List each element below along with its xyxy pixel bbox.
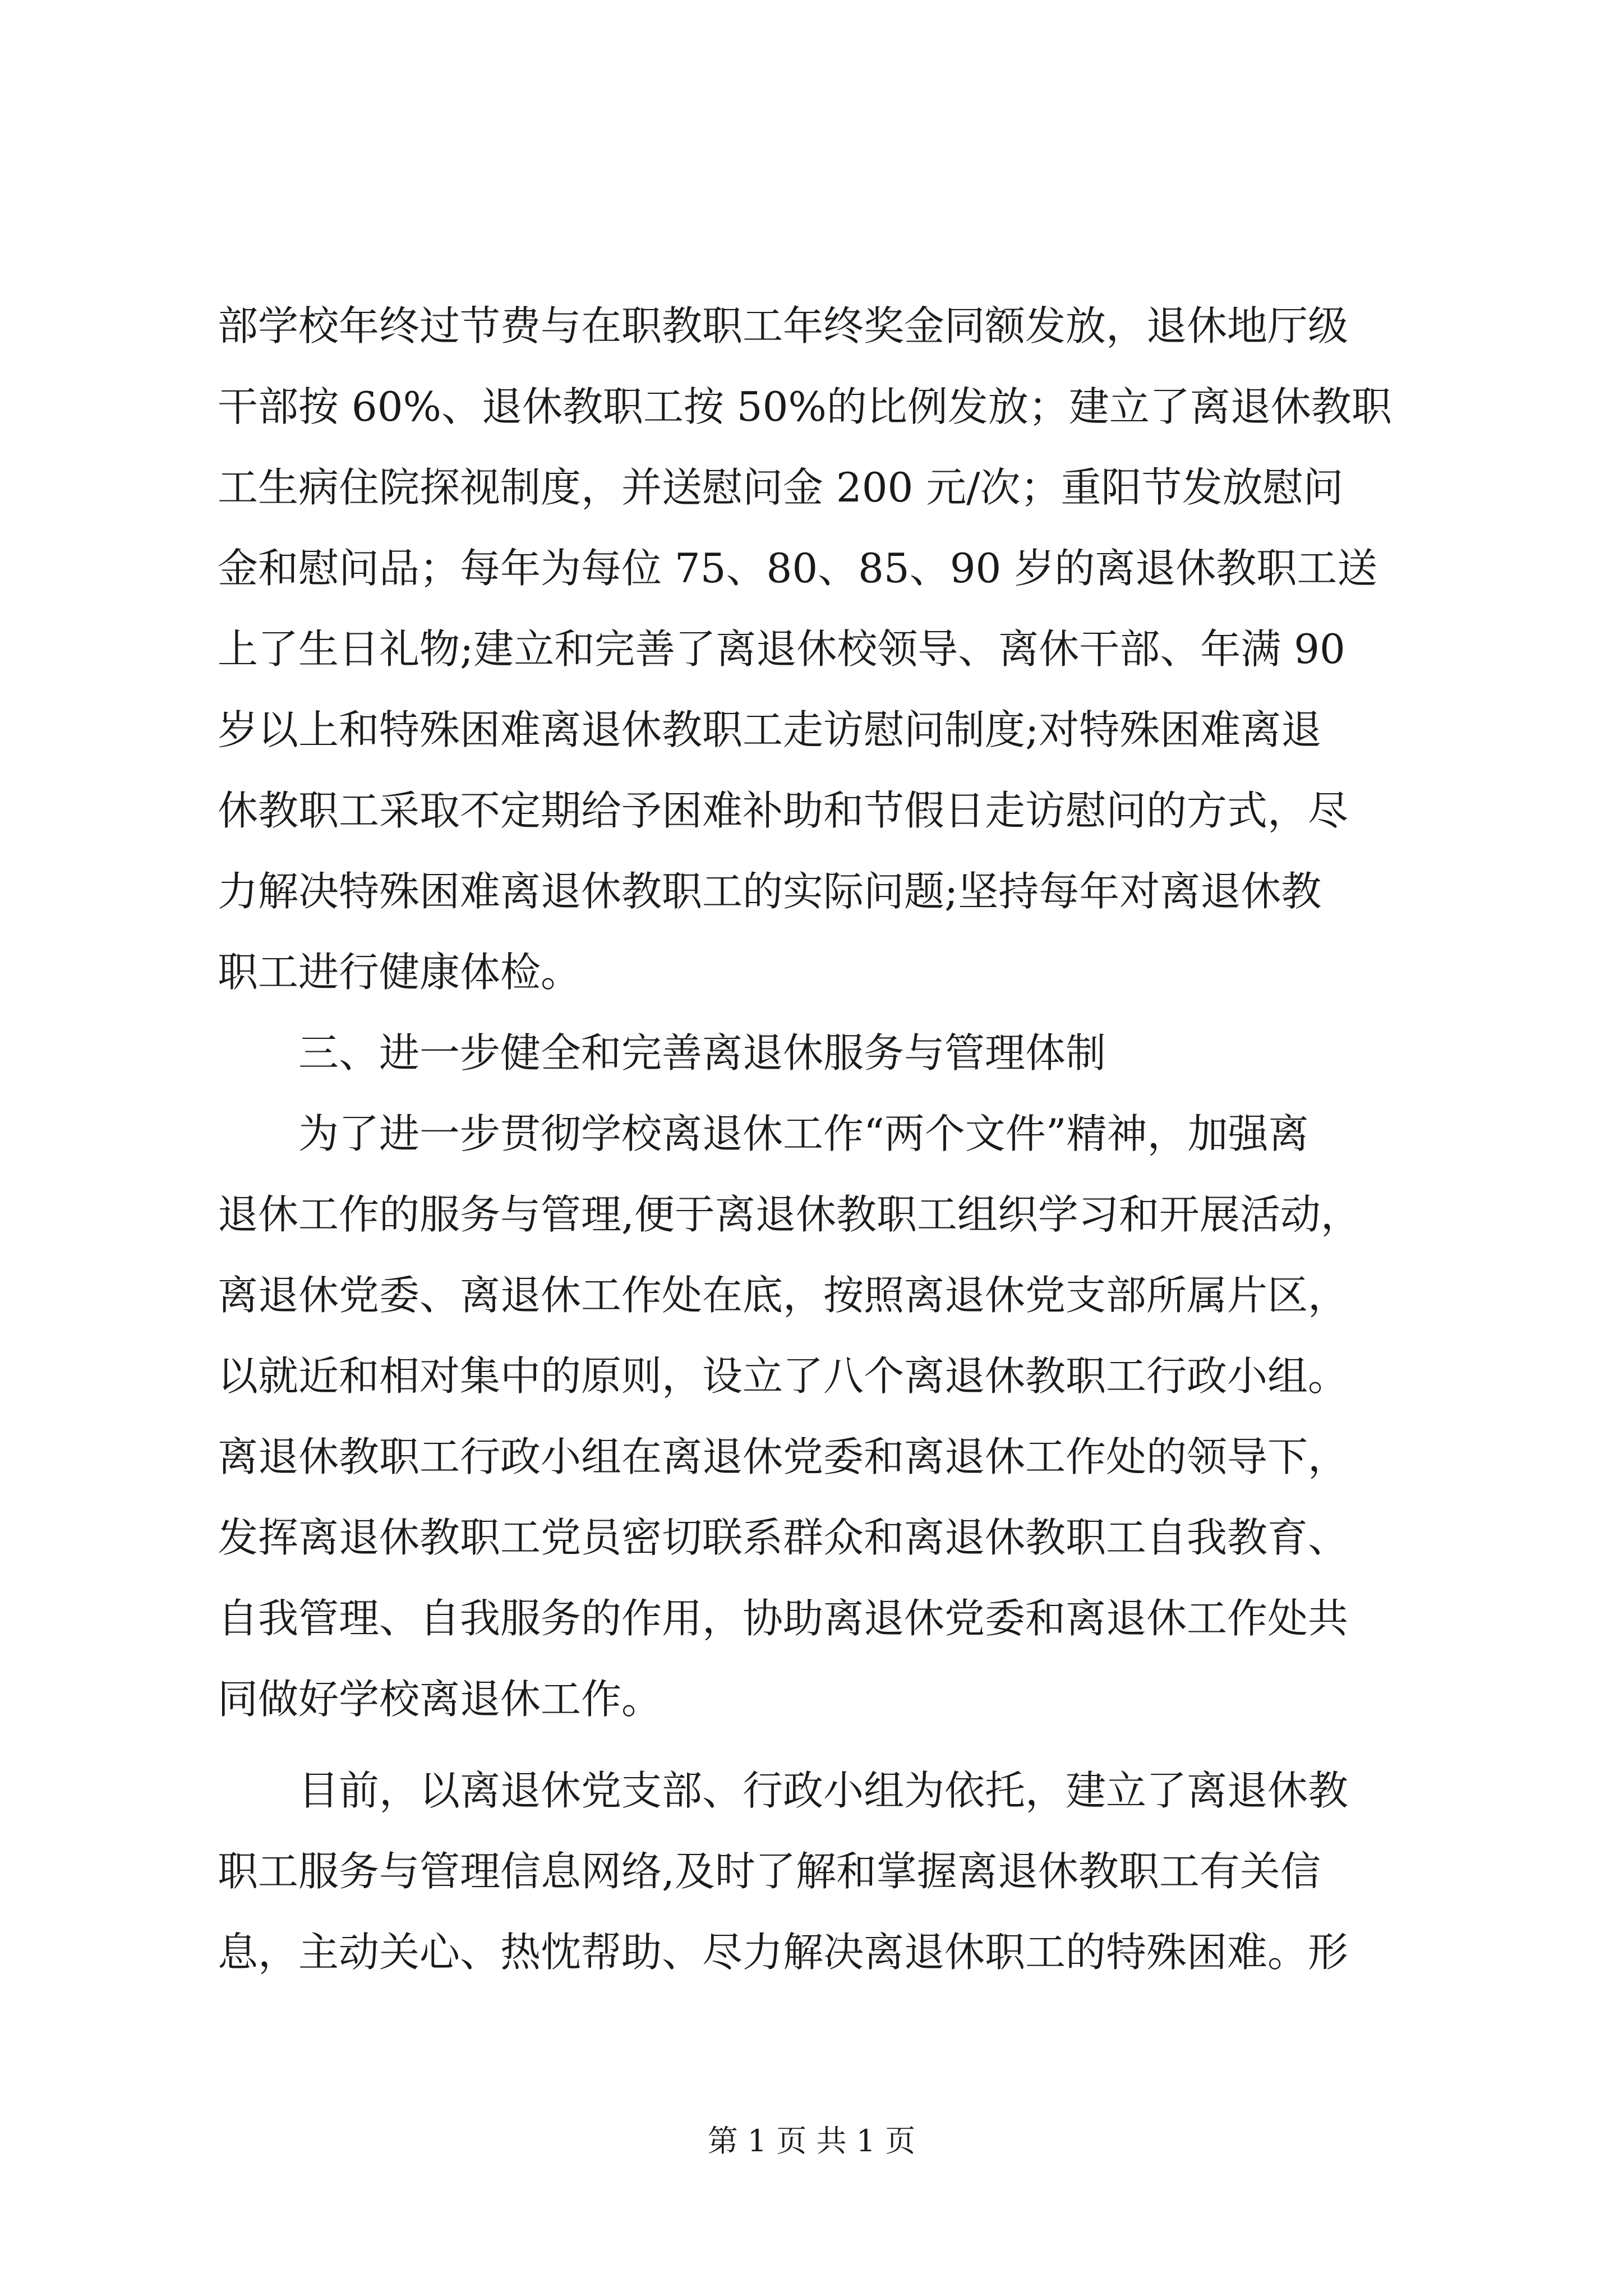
body-text-line: 息，主动关心、热忱帮助、尽力解决离退休职工的特殊困难。形 — [218, 1929, 1349, 1976]
section-heading: 三、进一步健全和完善离退休服务与管理体制 — [298, 1029, 1106, 1076]
body-text-line: 离退休教职工行政小组在离退休党委和离退休工作处的领导下， — [218, 1433, 1349, 1480]
body-text-line: 职工进行健康体检。 — [218, 949, 582, 996]
body-text-line: 为了进一步贯彻学校离退休工作“两个文件”精神，加强离 — [298, 1110, 1309, 1157]
body-text-line: 以就近和相对集中的原则，设立了八个离退休教职工行政小组。 — [218, 1352, 1349, 1400]
body-text-line: 岁以上和特殊困难离退休教职工走访慰问制度;对特殊困难离退 — [218, 706, 1322, 753]
body-text-line: 力解决特殊困难离退休教职工的实际问题;坚持每年对离退休教 — [218, 868, 1322, 915]
body-text-line: 工生病住院探视制度，并送慰问金 200 元/次；重阳节发放慰问 — [218, 464, 1344, 511]
body-text-line: 发挥离退休教职工党员密切联系群众和离退休教职工自我教育、 — [218, 1514, 1349, 1561]
page-footer: 第 1 页 共 1 页 — [707, 2123, 916, 2159]
body-text-line: 休教职工采取不定期给予困难补助和节假日走访慰问的方式，尽 — [218, 787, 1349, 834]
body-text-line: 离退休党委、离退休工作处在底，按照离退休党支部所属片区， — [218, 1272, 1349, 1319]
body-text-line: 部学校年终过节费与在职教职工年终奖金同额发放，退休地厅级 — [218, 302, 1349, 349]
body-text-line: 自我管理、自我服务的作用，协助离退休党委和离退休工作处共 — [218, 1595, 1349, 1642]
body-text-line: 退休工作的服务与管理,便于离退休教职工组织学习和开展活动， — [218, 1191, 1361, 1238]
body-text-line: 金和慰问品；每年为每位 75、80、85、90 岁的离退休教职工送 — [218, 545, 1378, 592]
body-text-line: 目前，以离退休党支部、行政小组为依托，建立了离退休教 — [298, 1767, 1349, 1814]
body-text-line: 同做好学校离退休工作。 — [218, 1676, 662, 1723]
body-text-line: 上了生日礼物;建立和完善了离退休校领导、离休干部、年满 90 — [218, 625, 1345, 673]
body-text-line: 职工服务与管理信息网络,及时了解和掌握离退休教职工有关信 — [218, 1848, 1321, 1895]
body-text-line: 干部按 60%、退休教职工按 50%的比例发放；建立了离退休教职 — [218, 383, 1392, 430]
